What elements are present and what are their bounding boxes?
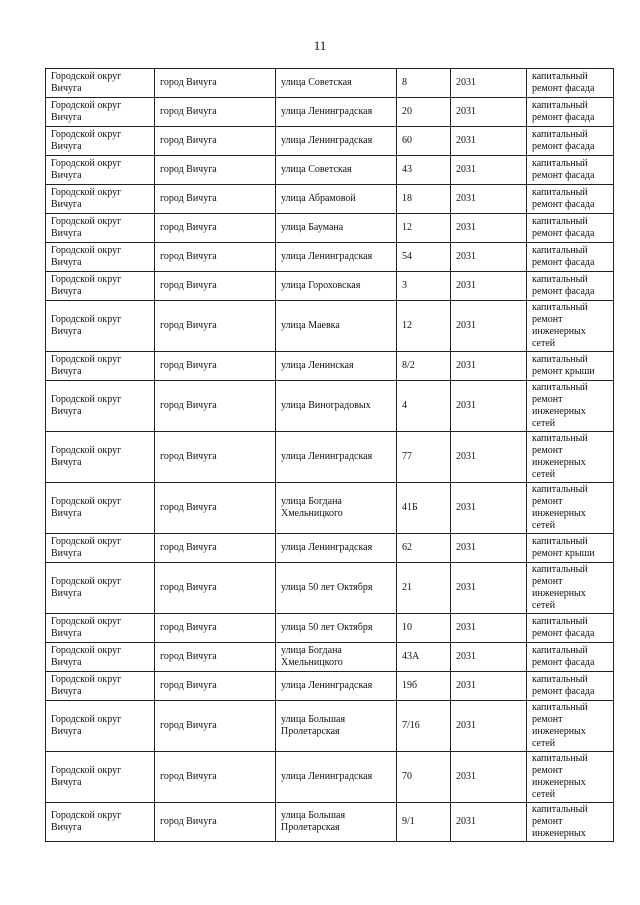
district-cell: Городской округ Вичуга — [46, 352, 155, 381]
house-cell: 19б — [397, 672, 451, 701]
city-cell: город Вичуга — [155, 98, 276, 127]
district-cell: Городской округ Вичуга — [46, 98, 155, 127]
table-row — [46, 752, 614, 803]
street-cell: улица Абрамовой — [276, 185, 397, 214]
city-cell: город Вичуга — [155, 643, 276, 672]
work-type-cell: капитальный ремонт инженерных сетей — [527, 432, 614, 483]
year-cell: 2031 — [451, 701, 527, 752]
work-type-cell: капитальный ремонт фасада — [527, 214, 614, 243]
work-type-cell: капитальный ремонт инженерных сетей — [527, 752, 614, 803]
district-cell: Городской округ Вичуга — [46, 243, 155, 272]
city-cell: город Вичуга — [155, 69, 276, 98]
house-cell: 18 — [397, 185, 451, 214]
city-cell: город Вичуга — [155, 483, 276, 534]
table-row — [46, 156, 614, 185]
city-cell: город Вичуга — [155, 214, 276, 243]
city-cell: город Вичуга — [155, 352, 276, 381]
table-row — [46, 69, 614, 98]
district-cell: Городской округ Вичуга — [46, 534, 155, 563]
district-cell: Городской округ Вичуга — [46, 432, 155, 483]
work-type-cell: капитальный ремонт фасада — [527, 69, 614, 98]
city-cell: город Вичуга — [155, 185, 276, 214]
work-type-cell: капитальный ремонт инженерных — [527, 803, 614, 842]
district-cell: Городской округ Вичуга — [46, 301, 155, 352]
district-cell: Городской округ Вичуга — [46, 214, 155, 243]
house-cell: 21 — [397, 563, 451, 614]
year-cell: 2031 — [451, 272, 527, 301]
street-cell: улица 50 лет Октября — [276, 563, 397, 614]
district-cell: Городской округ Вичуга — [46, 156, 155, 185]
page-number: 11 — [313, 38, 327, 53]
table-row — [46, 643, 614, 672]
street-cell: улица Большая Пролетарская — [276, 803, 397, 842]
table-row — [46, 701, 614, 752]
street-cell: улица Ленинградская — [276, 98, 397, 127]
year-cell: 2031 — [451, 563, 527, 614]
work-type-cell: капитальный ремонт фасада — [527, 672, 614, 701]
district-cell: Городской округ Вичуга — [46, 272, 155, 301]
district-cell: Городской округ Вичуга — [46, 643, 155, 672]
year-cell: 2031 — [451, 643, 527, 672]
work-type-cell: капитальный ремонт фасада — [527, 98, 614, 127]
work-type-cell: капитальный ремонт крыши — [527, 352, 614, 381]
year-cell: 2031 — [451, 483, 527, 534]
city-cell: город Вичуга — [155, 752, 276, 803]
street-cell: улица Ленинградская — [276, 672, 397, 701]
city-cell: город Вичуга — [155, 614, 276, 643]
table-row — [46, 243, 614, 272]
work-type-cell: капитальный ремонт инженерных сетей — [527, 381, 614, 432]
house-cell: 7/16 — [397, 701, 451, 752]
work-type-cell: капитальный ремонт фасада — [527, 243, 614, 272]
table-row — [46, 432, 614, 483]
year-cell: 2031 — [451, 352, 527, 381]
house-cell: 77 — [397, 432, 451, 483]
work-type-cell: капитальный ремонт фасада — [527, 185, 614, 214]
city-cell: город Вичуга — [155, 127, 276, 156]
house-cell: 3 — [397, 272, 451, 301]
city-cell: город Вичуга — [155, 272, 276, 301]
street-cell: улица Гороховская — [276, 272, 397, 301]
city-cell: город Вичуга — [155, 243, 276, 272]
year-cell: 2031 — [451, 127, 527, 156]
work-type-cell: капитальный ремонт фасада — [527, 272, 614, 301]
house-cell: 41Б — [397, 483, 451, 534]
work-type-cell: капитальный ремонт инженерных сетей — [527, 483, 614, 534]
street-cell: улица Виноградовых — [276, 381, 397, 432]
year-cell: 2031 — [451, 803, 527, 842]
work-type-cell: капитальный ремонт фасада — [527, 614, 614, 643]
district-cell: Городской округ Вичуга — [46, 69, 155, 98]
year-cell: 2031 — [451, 672, 527, 701]
work-type-cell: капитальный ремонт крыши — [527, 534, 614, 563]
table-row — [46, 127, 614, 156]
house-cell: 54 — [397, 243, 451, 272]
street-cell: улица Большая Пролетарская — [276, 701, 397, 752]
street-cell: улица Маевка — [276, 301, 397, 352]
year-cell: 2031 — [451, 214, 527, 243]
year-cell: 2031 — [451, 432, 527, 483]
district-cell: Городской округ Вичуга — [46, 614, 155, 643]
district-cell: Городской округ Вичуга — [46, 563, 155, 614]
district-cell: Городской округ Вичуга — [46, 127, 155, 156]
house-cell: 12 — [397, 214, 451, 243]
table-row — [46, 672, 614, 701]
work-type-cell: капитальный ремонт фасада — [527, 643, 614, 672]
table-row — [46, 803, 614, 842]
district-cell: Городской округ Вичуга — [46, 752, 155, 803]
year-cell: 2031 — [451, 752, 527, 803]
house-cell: 8/2 — [397, 352, 451, 381]
work-type-cell: капитальный ремонт инженерных сетей — [527, 701, 614, 752]
year-cell: 2031 — [451, 243, 527, 272]
work-type-cell: капитальный ремонт фасада — [527, 127, 614, 156]
district-cell: Городской округ Вичуга — [46, 672, 155, 701]
table-row — [46, 301, 614, 352]
house-cell: 20 — [397, 98, 451, 127]
house-cell: 70 — [397, 752, 451, 803]
table-row — [46, 534, 614, 563]
street-cell: улица 50 лет Октября — [276, 614, 397, 643]
street-cell: улица Ленинградская — [276, 432, 397, 483]
year-cell: 2031 — [451, 301, 527, 352]
table-row — [46, 483, 614, 534]
district-cell: Городской округ Вичуга — [46, 185, 155, 214]
street-cell: улица Ленинградская — [276, 534, 397, 563]
table-row — [46, 563, 614, 614]
street-cell: улица Ленинградская — [276, 243, 397, 272]
table-row — [46, 352, 614, 381]
table-row — [46, 185, 614, 214]
district-cell: Городской округ Вичуга — [46, 701, 155, 752]
district-cell: Городской округ Вичуга — [46, 381, 155, 432]
table-row — [46, 98, 614, 127]
table-row — [46, 614, 614, 643]
year-cell: 2031 — [451, 185, 527, 214]
table-row — [46, 214, 614, 243]
house-cell: 8 — [397, 69, 451, 98]
year-cell: 2031 — [451, 534, 527, 563]
city-cell: город Вичуга — [155, 672, 276, 701]
street-cell: улица Богдана Хмельницкого — [276, 483, 397, 534]
street-cell: улица Советская — [276, 156, 397, 185]
work-type-cell: капитальный ремонт фасада — [527, 156, 614, 185]
year-cell: 2031 — [451, 381, 527, 432]
house-cell: 60 — [397, 127, 451, 156]
city-cell: город Вичуга — [155, 563, 276, 614]
work-type-cell: капитальный ремонт инженерных сетей — [527, 563, 614, 614]
table-row — [46, 272, 614, 301]
city-cell: город Вичуга — [155, 156, 276, 185]
city-cell: город Вичуга — [155, 803, 276, 842]
house-cell: 43 — [397, 156, 451, 185]
street-cell: улица Ленинградская — [276, 127, 397, 156]
table-row — [46, 381, 614, 432]
street-cell: улица Баумана — [276, 214, 397, 243]
house-cell: 9/1 — [397, 803, 451, 842]
city-cell: город Вичуга — [155, 534, 276, 563]
street-cell: улица Ленинградская — [276, 752, 397, 803]
house-cell: 12 — [397, 301, 451, 352]
work-type-cell: капитальный ремонт инженерных сетей — [527, 301, 614, 352]
year-cell: 2031 — [451, 156, 527, 185]
city-cell: город Вичуга — [155, 301, 276, 352]
city-cell: город Вичуга — [155, 701, 276, 752]
district-cell: Городской округ Вичуга — [46, 803, 155, 842]
district-cell: Городской округ Вичуга — [46, 483, 155, 534]
repair-schedule-table — [45, 68, 614, 842]
street-cell: улица Советская — [276, 69, 397, 98]
city-cell: город Вичуга — [155, 432, 276, 483]
house-cell: 10 — [397, 614, 451, 643]
house-cell: 43А — [397, 643, 451, 672]
year-cell: 2031 — [451, 69, 527, 98]
year-cell: 2031 — [451, 614, 527, 643]
house-cell: 62 — [397, 534, 451, 563]
city-cell: город Вичуга — [155, 381, 276, 432]
street-cell: улица Ленинская — [276, 352, 397, 381]
house-cell: 4 — [397, 381, 451, 432]
year-cell: 2031 — [451, 98, 527, 127]
street-cell: улица Богдана Хмельницкого — [276, 643, 397, 672]
